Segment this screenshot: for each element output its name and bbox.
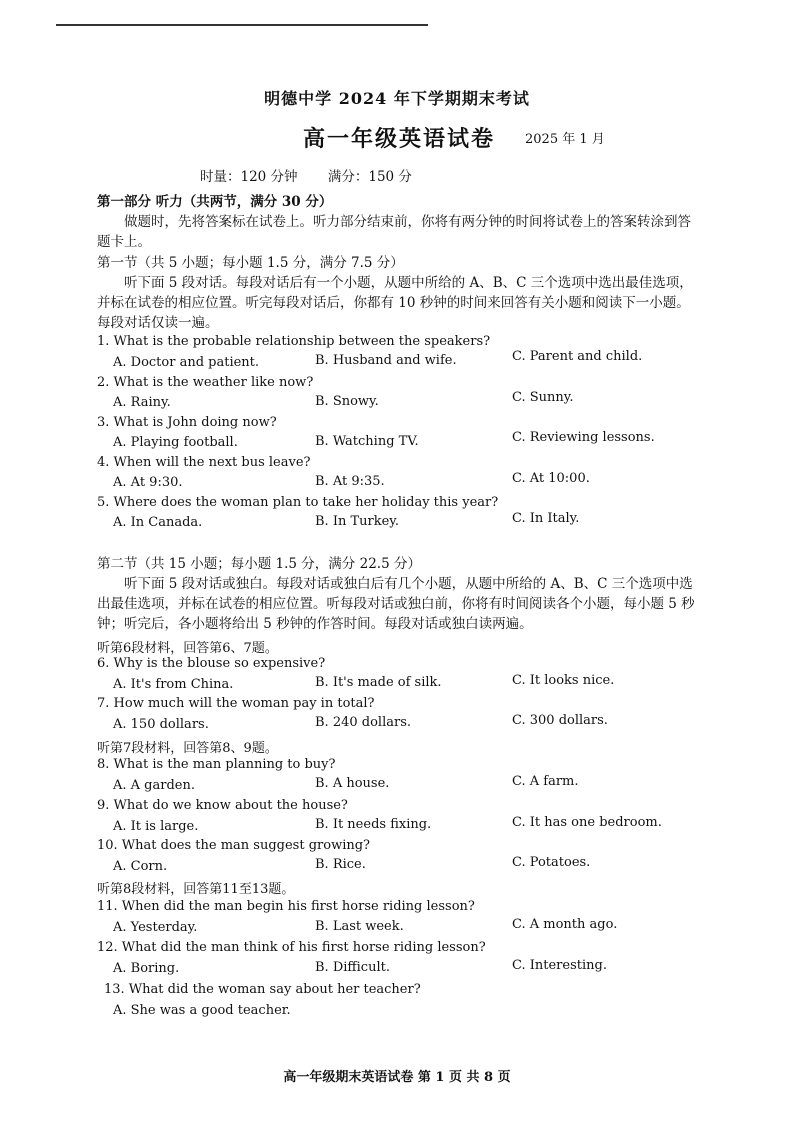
part1-block bbox=[97, 192, 697, 252]
question-3: 3. What is John doing now? bbox=[97, 415, 277, 430]
q5-option-b: B. In Turkey. bbox=[315, 514, 400, 529]
question-5: 5. Where does the woman plan to take her holiday this year? bbox=[97, 495, 499, 510]
q12-option-a: A. Boring. bbox=[113, 961, 180, 976]
q1-option-b: B. Husband and wife. bbox=[315, 353, 457, 368]
material-6-note: 听第6段材料，回答第6、7题。 bbox=[97, 641, 278, 656]
q6-option-a: A. It's from China. bbox=[113, 677, 234, 692]
q11-option-b: B. Last week. bbox=[315, 919, 404, 934]
exam-meta bbox=[200, 165, 412, 185]
q9-option-b: B. It needs fixing. bbox=[315, 817, 432, 832]
material-8-note: 听第8段材料，回答第11至13题。 bbox=[97, 882, 295, 897]
section1-block bbox=[97, 253, 697, 333]
q11-option-c: C. A month ago. bbox=[512, 917, 618, 932]
q9-option-a: A. It is large. bbox=[113, 819, 199, 834]
q12-option-c: C. Interesting. bbox=[512, 958, 607, 973]
q8-option-a: A. A garden. bbox=[113, 778, 195, 793]
time-limit: 时量：120 分钟 bbox=[200, 169, 298, 185]
q8-option-c: C. A farm. bbox=[512, 774, 579, 789]
q1-option-a: A. Doctor and patient. bbox=[113, 355, 260, 370]
question-8: 8. What is the man planning to buy? bbox=[97, 757, 336, 772]
question-6: 6. Why is the blouse so expensive? bbox=[97, 656, 326, 671]
q13-option-a: A. She was a good teacher. bbox=[113, 1003, 291, 1018]
part1-instruction: 做题时，先将答案标在试卷上。听力部分结束前，你将有两分钟的时间将试卷上的答案转涂到答题卡上。 bbox=[97, 214, 691, 250]
part1-heading: 第一部分 听力（共两节，满分 30 分） bbox=[97, 194, 333, 210]
exam-date: 2025 年 1 月 bbox=[525, 132, 605, 147]
material-7-note: 听第7段材料，回答第8、9题。 bbox=[97, 741, 278, 756]
q7-option-c: C. 300 dollars. bbox=[512, 713, 608, 728]
q7-option-b: B. 240 dollars. bbox=[315, 715, 411, 730]
q2-option-a: A. Rainy. bbox=[113, 395, 171, 410]
q5-option-c: C. In Italy. bbox=[512, 511, 580, 526]
section2-heading: 第二节（共 15 小题；每小题 1.5 分，满分 22.5 分） bbox=[97, 556, 421, 572]
q2-option-b: B. Snowy. bbox=[315, 394, 379, 409]
q5-option-a: A. In Canada. bbox=[113, 515, 203, 530]
q3-option-c: C. Reviewing lessons. bbox=[512, 430, 655, 445]
section1-instruction: 听下面 5 段对话。每段对话后有一个小题，从题中所给的 A、B、C 三个选项中选出最佳选项，并标在试卷的相应位置。听完每段对话后，你都有 10 秒钟的时间来回答有关小题和阅读下一小题。每段对话仅读一遍。 bbox=[97, 275, 693, 331]
question-10: 10. What does the man suggest growing? bbox=[97, 838, 371, 853]
q1-option-c: C. Parent and child. bbox=[512, 349, 643, 364]
q12-option-b: B. Difficult. bbox=[315, 960, 390, 975]
school-exam-title: 明德中学 2024 年下学期期末考试 bbox=[264, 89, 530, 108]
paper-title: 高一年级英语试卷 bbox=[303, 126, 496, 152]
section1-heading: 第一节（共 5 小题；每小题 1.5 分，满分 7.5 分） bbox=[97, 255, 404, 271]
question-7: 7. How much will the woman pay in total? bbox=[97, 696, 375, 711]
q10-option-b: B. Rice. bbox=[315, 857, 366, 872]
section2-block bbox=[97, 554, 697, 634]
q6-option-c: C. It looks nice. bbox=[512, 673, 615, 688]
q4-option-b: B. At 9:35. bbox=[315, 474, 385, 489]
q2-option-c: C. Sunny. bbox=[512, 390, 574, 405]
q9-option-c: C. It has one bedroom. bbox=[512, 815, 662, 830]
q4-option-c: C. At 10:00. bbox=[512, 471, 590, 486]
q6-option-b: B. It's made of silk. bbox=[315, 675, 442, 690]
top-rule bbox=[56, 24, 428, 26]
q10-option-a: A. Corn. bbox=[113, 859, 168, 874]
question-4: 4. When will the next bus leave? bbox=[97, 455, 311, 470]
q8-option-b: B. A house. bbox=[315, 776, 390, 791]
page-footer: 高一年级期末英语试卷 第 1 页 共 8 页 bbox=[283, 1070, 511, 1085]
q7-option-a: A. 150 dollars. bbox=[113, 717, 209, 732]
question-1: 1. What is the probable relationship between the speakers? bbox=[97, 334, 491, 349]
q3-option-b: B. Watching TV. bbox=[315, 434, 419, 449]
question-11: 11. When did the man begin his first horse riding lesson? bbox=[97, 899, 475, 914]
q10-option-c: C. Potatoes. bbox=[512, 855, 591, 870]
question-12: 12. What did the man think of his first horse riding lesson? bbox=[97, 940, 486, 955]
q4-option-a: A. At 9:30. bbox=[113, 475, 183, 490]
q11-option-a: A. Yesterday. bbox=[113, 920, 198, 935]
question-9: 9. What do we know about the house? bbox=[97, 798, 348, 813]
question-13: 13. What did the woman say about her teacher? bbox=[104, 982, 421, 997]
section2-instruction: 听下面 5 段对话或独白。每段对话或独白后有几个小题，从题中所给的 A、B、C 三个选项中选出最佳选项，并标在试卷的相应位置。听每段对话或独白前，你将有时间阅读各个小题，每小题 5 秒钟；听完后，各小题将给出 5 秒钟的作答时间。每段对话或独白读两遍。 bbox=[97, 576, 695, 632]
full-score: 满分：150 分 bbox=[327, 169, 412, 185]
q3-option-a: A. Playing football. bbox=[113, 435, 238, 450]
question-2: 2. What is the weather like now? bbox=[97, 375, 314, 390]
